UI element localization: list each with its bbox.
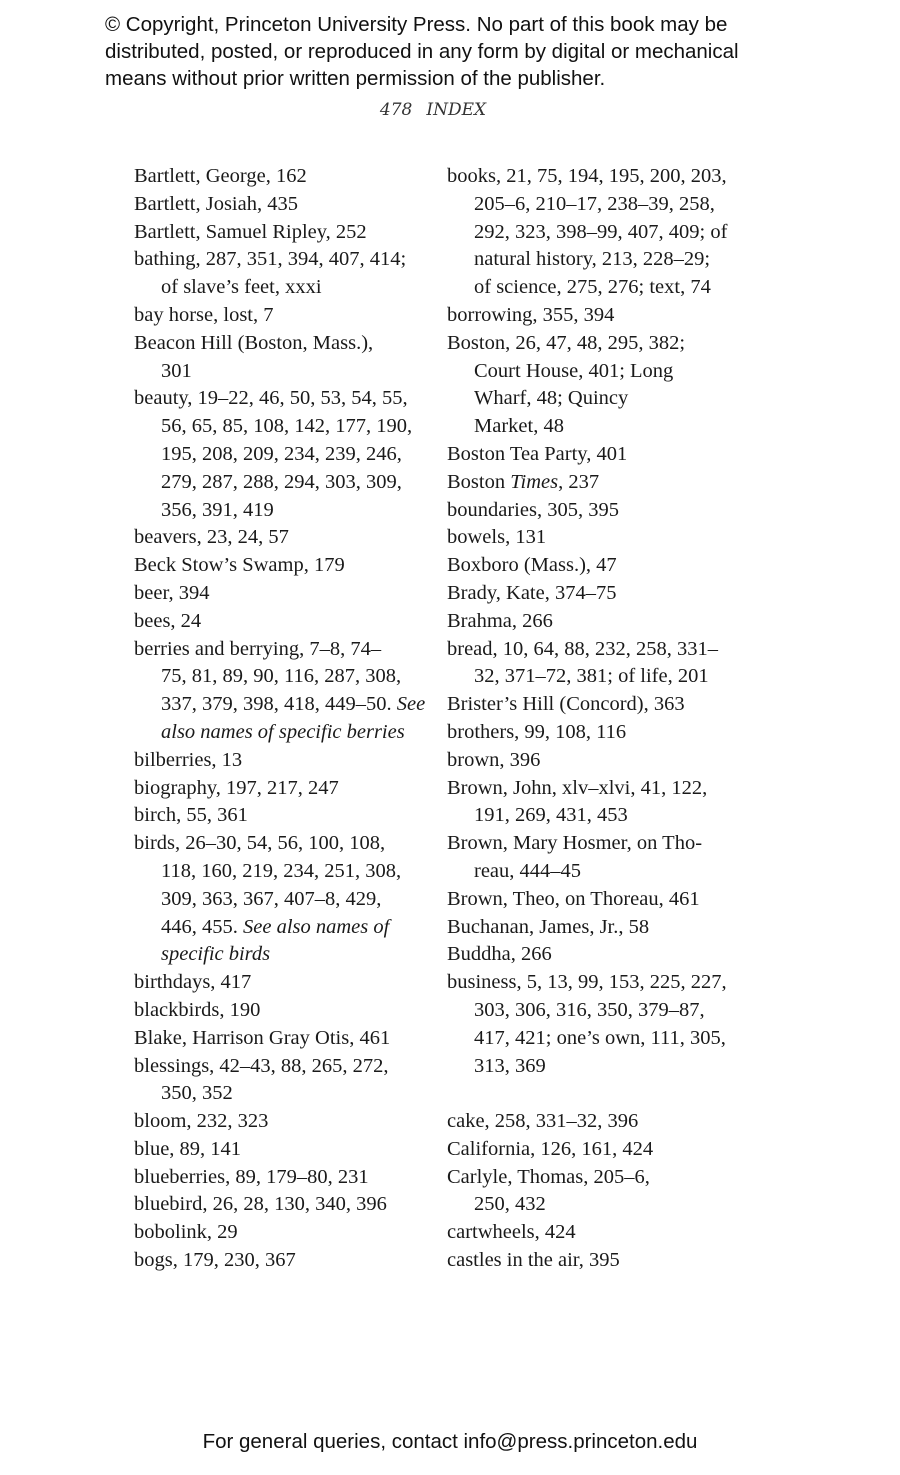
- index-entry: [134, 1191, 434, 1219]
- index-entry-text: berries and berrying, 7–8, 74– 75, 81, 89, 90, 116, 287, 308, 337, 379, 398, 418, 449–50.: [134, 637, 402, 716]
- index-entry-text: Boxboro (Mass.), 47: [447, 554, 617, 577]
- index-entry: [134, 330, 434, 386]
- index-entry: [134, 246, 434, 302]
- index-entry: [134, 219, 434, 247]
- index-entry: [134, 775, 434, 803]
- index-entry-text: bilberries, 13: [134, 748, 243, 771]
- index-entry-text: Beck Stow’s Swamp, 179: [134, 554, 345, 577]
- copyright-notice: © Copyright, Princeton University Press. No part of this book may be distributed, posted, or reproduced in any form by digital or mechanical means without prior written permission of the publisher.: [105, 13, 739, 90]
- index-entry-text: cartwheels, 424: [447, 1221, 576, 1244]
- index-entry-italic: See also names of specific birds: [161, 915, 390, 966]
- index-entry: [447, 1164, 747, 1220]
- index-entry-text: brothers, 99, 108, 116: [447, 720, 627, 743]
- index-entry-text: birthdays, 417: [134, 971, 252, 994]
- index-column-right: [447, 163, 747, 1275]
- index-entry: [134, 1025, 434, 1053]
- index-entry: [134, 830, 434, 969]
- index-entry: [134, 608, 434, 636]
- index-entry: [447, 719, 747, 747]
- index-entry: [447, 886, 747, 914]
- index-entry-text: biography, 197, 217, 247: [134, 776, 339, 799]
- index-entry: [447, 580, 747, 608]
- index-entry-text: bees, 24: [134, 609, 202, 632]
- index-entry-text: beer, 394: [134, 581, 210, 604]
- index-entry: [447, 914, 747, 942]
- index-entry: [447, 1136, 747, 1164]
- index-entry-text: boundaries, 305, 395: [447, 498, 619, 521]
- index-entry: [134, 191, 434, 219]
- index-entry-text: Buchanan, James, Jr., 58: [447, 915, 650, 938]
- index-entry: [447, 1219, 747, 1247]
- index-entry-text: business, 5, 13, 99, 153, 225, 227, 303, 306, 316, 350, 379–87, 417, 421; one’s own, 111, 305, 313, 369: [447, 971, 727, 1077]
- index-entry-text: California, 126, 161, 424: [447, 1137, 654, 1160]
- index-entry-text: bread, 10, 64, 88, 232, 258, 331– 32, 371–72, 381; of life, 201: [447, 637, 719, 688]
- index-entry: [134, 1247, 434, 1275]
- index-entry: [447, 1108, 747, 1136]
- index-entry-italic: See also names of specific berries: [161, 693, 426, 743]
- index-entry-text: Brister’s Hill (Concord), 363: [447, 693, 685, 716]
- index-entry: [134, 1108, 434, 1136]
- page-number: 478: [379, 100, 413, 120]
- index-entry-text: bobolink, 29: [134, 1221, 238, 1244]
- index-entry-text: Boston, 26, 47, 48, 295, 382; Court House, 401; Long Wharf, 48; Quincy Market, 48: [447, 331, 686, 438]
- index-entry: [447, 441, 747, 469]
- index-entry-text: bloom, 232, 323: [134, 1110, 269, 1133]
- index-entry: [134, 580, 434, 608]
- index-entry: [134, 552, 434, 580]
- index-entry-text-after: , 237: [558, 470, 600, 493]
- index-entry-text: Boston Tea Party, 401: [447, 442, 628, 465]
- index-entry: [134, 997, 434, 1025]
- index-entry: [447, 469, 747, 497]
- index-entry: [447, 775, 747, 831]
- index-entry: [447, 524, 747, 552]
- index-entry-text: Bartlett, Josiah, 435: [134, 192, 298, 215]
- index-entry-text: Blake, Harrison Gray Otis, 461: [134, 1026, 391, 1049]
- index-entry: [134, 1164, 434, 1192]
- index-entry-text: Brady, Kate, 374–75: [447, 581, 617, 604]
- index-column-left: [134, 163, 434, 1275]
- index-entry-text: cake, 258, 331–32, 396: [447, 1110, 639, 1133]
- index-entry-text: beavers, 23, 24, 57: [134, 526, 289, 549]
- index-entry-text: Bartlett, George, 162: [134, 165, 307, 187]
- index-entry: [447, 636, 747, 692]
- index-entry-text: birch, 55, 361: [134, 804, 248, 827]
- index-entry: [134, 302, 434, 330]
- index-entry-text: bluebird, 26, 28, 130, 340, 396: [134, 1193, 387, 1216]
- index-entry-text: bowels, 131: [447, 526, 547, 549]
- index-entry-text: Buddha, 266: [447, 943, 552, 966]
- index-entry: [447, 163, 747, 302]
- index-entry: [134, 1053, 434, 1109]
- section-title: INDEX: [426, 100, 487, 120]
- index-entry-text: birds, 26–30, 54, 56, 100, 108, 118, 160, 219, 234, 251, 308, 309, 363, 367, 407–8, 429, 446, 455.: [134, 832, 402, 938]
- index-entry-text: Boston: [447, 470, 511, 493]
- index-entry-text: bogs, 179, 230, 367: [134, 1249, 296, 1272]
- index-entry: [447, 330, 747, 441]
- index-entry-text: Bartlett, Samuel Ripley, 252: [134, 220, 367, 243]
- index-entry: [134, 969, 434, 997]
- index-entry-text: Beacon Hill (Boston, Mass.), 301: [134, 331, 374, 382]
- index-entry: [134, 385, 434, 524]
- index-entry-text: Brown, Theo, on Thoreau, 461: [447, 887, 700, 910]
- index-entry: [134, 1219, 434, 1247]
- index-entry: [134, 747, 434, 775]
- footer-contact: For general queries, contact info@press.princeton.edu: [202, 1430, 698, 1453]
- index-entry-text: blue, 89, 141: [134, 1137, 242, 1160]
- index-entry: [134, 636, 434, 747]
- index-entry-text: blessings, 42–43, 88, 265, 272, 350, 352: [134, 1054, 389, 1105]
- index-entry: [134, 163, 434, 191]
- index-entry: [447, 747, 747, 775]
- index-entry-text: Carlyle, Thomas, 205–6, 250, 432: [447, 1165, 650, 1216]
- index-entry: [447, 302, 747, 330]
- running-head: [0, 98, 866, 122]
- index-entry: [447, 691, 747, 719]
- index-entry: [447, 941, 747, 969]
- index-entry: [134, 1136, 434, 1164]
- index-entry-text: blackbirds, 190: [134, 998, 261, 1021]
- index-entry-text: bay horse, lost, 7: [134, 303, 274, 326]
- index-entry: [447, 969, 747, 1080]
- index-entry-text: brown, 396: [447, 748, 541, 771]
- index-entry: [447, 1247, 747, 1275]
- index-entry: [447, 497, 747, 525]
- index-entry-text: castles in the air, 395: [447, 1249, 620, 1272]
- index-entry-text: blueberries, 89, 179–80, 231: [134, 1165, 369, 1188]
- index-entry: [447, 608, 747, 636]
- index-entry-italic: Times: [510, 470, 559, 493]
- index-entry: [447, 552, 747, 580]
- index-entry: [447, 830, 747, 886]
- index-entry-text: Brahma, 266: [447, 609, 553, 632]
- index-entry-text: books, 21, 75, 194, 195, 200, 203, 205–6, 210–17, 238–39, 258, 292, 323, 398–99, 407, 409; of natural history, 213, 228–29; of science, 275, 276; text, 74: [447, 165, 728, 299]
- index-entry-text: beauty, 19–22, 46, 50, 53, 54, 55, 56, 65, 85, 108, 142, 177, 190, 195, 208, 209, 234, 239, 246, 279, 287, 288, 294, 303, 309, 356, 391, 419: [134, 387, 413, 521]
- index-entry: [134, 524, 434, 552]
- index-entry-text: Brown, John, xlv–xlvi, 41, 122, 191, 269, 431, 453: [447, 776, 708, 827]
- index-entry: [134, 802, 434, 830]
- index-entry-text: bathing, 287, 351, 394, 407, 414; of slave’s feet, xxxi: [134, 248, 407, 299]
- index-entry-text: Brown, Mary Hosmer, on Tho- reau, 444–45: [447, 832, 703, 882]
- index-entry-text: borrowing, 355, 394: [447, 303, 615, 326]
